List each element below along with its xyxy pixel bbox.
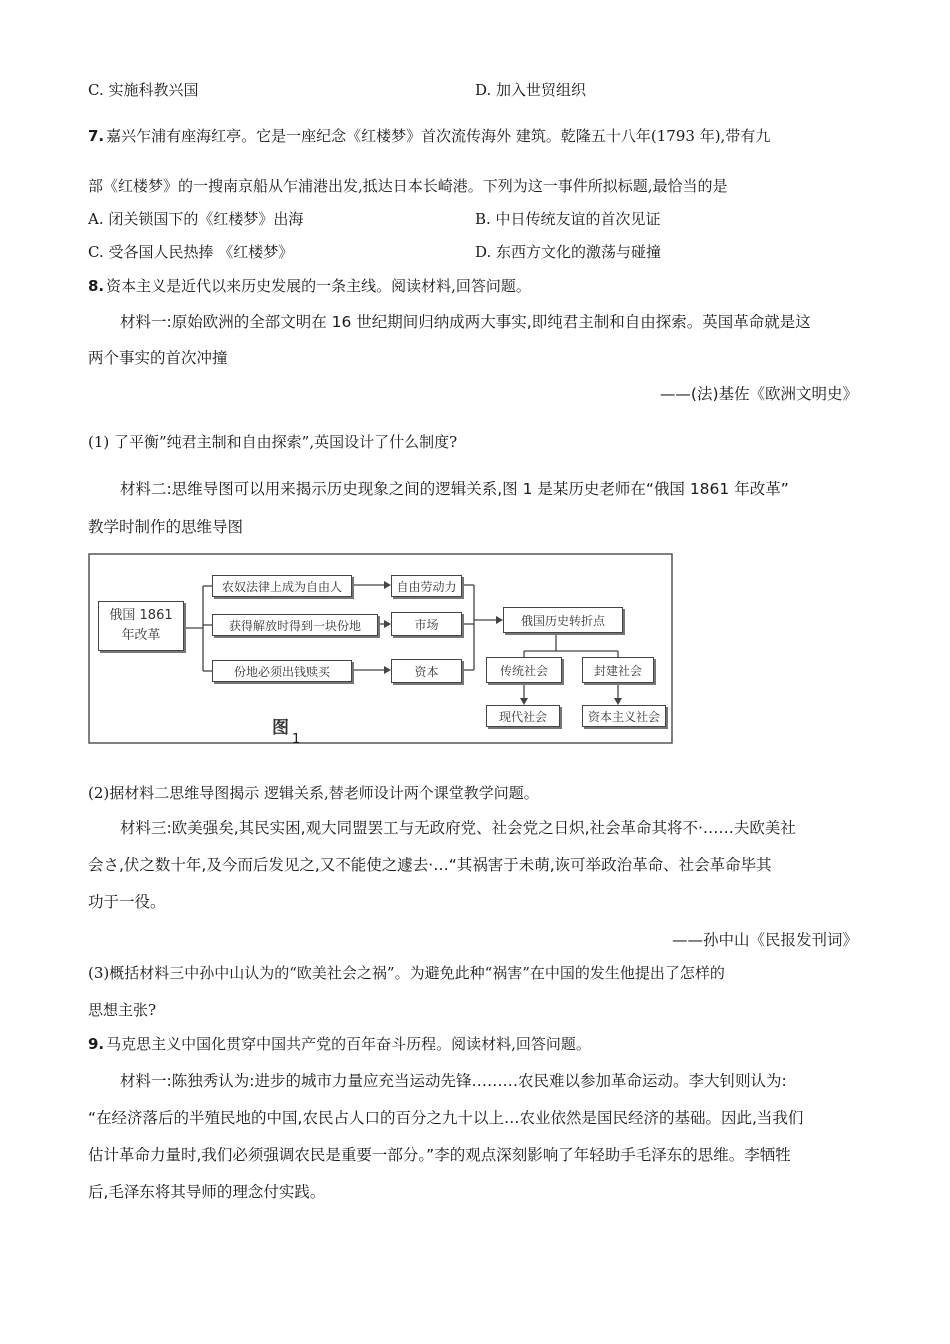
material-2-line-2: 教学时制作的思维导图 [88,518,244,536]
q9-material-1-line-2: “在经济落后的半殖民地的中国,农民占人口的百分之九十以上…农业依然是国民经济的基础。因此,当我们 [88,1109,804,1127]
option-c: C. 受各国人民热捧 《红楼梦》 [88,243,294,261]
option-a: A. 闭关锁国下的《红楼梦》出海 [88,210,304,228]
question-8-intro [88,276,531,296]
q9-material-1-line-3: 估计革命力量时,我们必须强调农民是重要一部分。”李的观点深刻影响了年轻助手毛泽东的思维。李牺牲 [88,1146,791,1164]
material-3-line-2: 会さ,伏之数十年,及今而后发见之,又不能使之遽去·…“其祸害于未萌,诙可举政治革命、社会革命毕其 [88,856,772,874]
material-3-line-1: 材料三:欧美强矣,其民实困,观大同盟罢工与无政府党、社会党之日炽,社会革命其将不·……夫欧美社 [120,819,796,837]
land-allotment-box: 获得解放时得到一块份地 [212,614,378,636]
material-3-line-3: 功于一役。 [88,893,166,911]
material-2-line-1: 材料二:思维导图可以用来揭示历史现象之间的逻辑关系,图 1 是某历史老师在“俄国 1861 年改革” [120,480,789,498]
question-9-text: 马克思主义中国化贯穿中国共产党的百年奋斗历程。阅读材料,回答问题。 [106,1035,591,1053]
mind-map-figure [88,553,674,745]
reform-start-box [98,601,184,651]
feudal-society-box: 封建社会 [582,657,654,683]
land-redemption-box: 份地必须出钱赎买 [212,660,352,682]
question-number: 8. [88,277,105,295]
turning-point-box: 俄国历史转折点 [503,607,623,633]
material-1-source: ——(法)基佐《欧洲文明史》 [659,385,858,403]
traditional-society-box: 传统社会 [486,657,562,683]
capitalist-society-box: 资本主义社会 [582,705,666,727]
material-1-line-2: 两个事实的首次冲撞 [88,349,228,367]
material-3-source: ——孙中山《民报发刊词》 [671,931,858,949]
reform-start-line-1: 俄国 1861 [109,608,173,623]
question-7-text: 嘉兴乍浦有座海红亭。它是一座纪念《红楼梦》首次流传海外 建筑。乾隆五十八年(1793 年),带有九 [106,127,771,145]
option-b: B. 中日传统友谊的首次见证 [475,210,661,228]
reform-start-line-2: 年改革 [121,628,161,643]
sub-question-2: (2)据材料二思维导图揭示 逻辑关系,替老师设计两个课堂教学问题。 [88,784,539,802]
question-7-line-1 [88,126,770,146]
sub-question-1: (1) 了平衡”纯君主制和自由探索”,英国设计了什么制度? [88,433,458,451]
question-number: 7. [88,127,105,145]
sub-question-3-line-1: (3)概括材料三中孙中山认为的“欧美社会之祸”。为避免此种“祸害”在中国的发生他提出了怎样的 [88,964,725,982]
capital-box: 资本 [391,659,462,683]
figure-number: 1 [292,732,301,747]
question-7-line-2: 部《红楼梦》的一搜南京船从乍浦港出发,抵达日本长崎港。下列为这一事件所拟标题,最恰当的是 [88,177,728,195]
figure-caption: 图 [272,718,289,738]
free-labor-box: 自由劳动力 [391,575,462,597]
serfs-freed-box: 农奴法律上成为自由人 [212,575,352,597]
question-8-text: 资本主义是近代以来历史发展的一条主线。阅读材料,回答问题。 [106,277,531,295]
question-9-intro [88,1034,591,1054]
option-d: D. 东西方文化的激荡与碰撞 [475,243,662,261]
modern-society-box: 现代社会 [486,705,560,727]
option-d: D. 加入世贸组织 [475,81,587,99]
material-1-line-1: 材料一:原始欧洲的全部文明在 16 世纪期间归纳成两大事实,即纯君主制和自由探索。英国革命就是这 [120,313,811,331]
option-c: C. 实施科教兴国 [88,81,199,99]
sub-question-3-line-2: 思想主张? [88,1001,157,1019]
q9-material-1-line-1: 材料一:陈独秀认为:进步的城市力量应充当运动先锋………农民难以参加革命运动。李大钊则认为: [120,1072,787,1090]
q9-material-1-line-4: 后,毛泽东将其导师的理念付实践。 [88,1183,326,1201]
question-number: 9. [88,1035,105,1053]
market-box: 市场 [391,612,462,636]
